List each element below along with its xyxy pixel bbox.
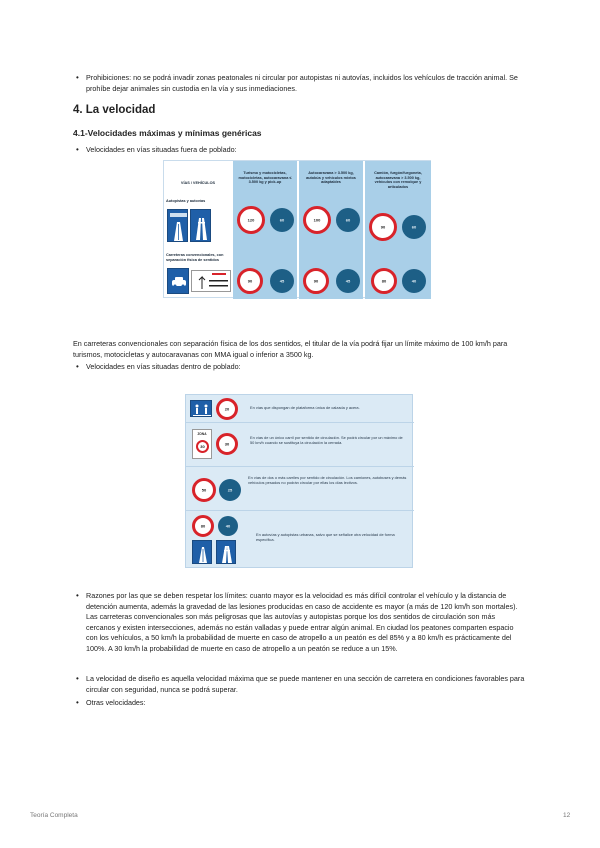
row-description: En vías de dos o más carriles por sentido de circulación. Los camiones, autobuses y demás vehículos pesados no podrán circular por ellas los días lectivos. — [248, 475, 407, 485]
speed-value: 45 — [345, 278, 351, 284]
bullet-prohibiciones: • Prohibiciones: no se podrá invadir zonas peatonales ni circular por autopistas ni autovías, incluidos los vehículos de tracción animal. Se prohíbe dejar animales sin custodia en la vía y sus inmediaciones. — [76, 73, 526, 94]
bullet-otras-velocidades: • Otras velocidades: — [76, 698, 526, 709]
speed-table-outside-town — [163, 160, 431, 298]
speed-table-inside-town — [185, 394, 413, 568]
autopista-sign-icon — [167, 209, 188, 242]
speed-limit-sign-max — [237, 206, 265, 234]
speed-value: 90 — [380, 224, 386, 230]
speed-value: 30 — [196, 440, 209, 453]
speed-value: 40 — [225, 523, 231, 529]
page-number: 12 — [563, 812, 571, 819]
speed-limit-sign-max — [303, 206, 331, 234]
speed-limit-sign-max — [237, 268, 263, 294]
speed-value: 80 — [381, 278, 387, 284]
bullet-outside-town: • Velocidades en vías situadas fuera de poblado: — [76, 145, 526, 156]
autovia-sign-icon — [216, 540, 236, 564]
speed-value: 60 — [345, 217, 351, 223]
speed-value: 30 — [224, 441, 230, 447]
zona-30-sign-icon — [192, 429, 212, 459]
speed-min-sign — [402, 215, 426, 239]
col-header-2: Autocaravana > 3.500 kg, autobús y vehículos mixtos adaptables — [306, 171, 356, 185]
separation-sign-icon — [191, 270, 231, 292]
speed-min-sign — [270, 208, 294, 232]
col-header-3: Camión, furgón/furgoneta, autocaravana > 3.500 kg, vehículos con remolque y articulados — [374, 171, 422, 189]
row-description: En vías que dispongan de plataforma única de calzada y acera. — [250, 405, 360, 410]
zona-label: ZONA — [197, 432, 207, 436]
speed-min-sign — [218, 516, 238, 536]
autovia-sign-icon — [190, 209, 211, 242]
col-header-1: Turismo y motocicletas, motocicletas, autocaravana ≤ 3.500 kg y pick-up — [238, 171, 292, 185]
speed-value: 20 — [224, 406, 230, 412]
speed-min-sign — [219, 479, 241, 501]
row-label-convencionales: Carreteras convencionales, con separación física de sentidos — [166, 253, 224, 262]
subsection-title: 4.1-Velocidades máximas y mínimas genéricas — [73, 128, 262, 138]
speed-min-sign — [270, 269, 294, 293]
speed-value: 40 — [411, 278, 417, 284]
speed-limit-sign-max — [192, 478, 216, 502]
speed-min-sign — [402, 269, 426, 293]
header-vias: VÍAS / VEHÍCULOS — [180, 181, 216, 185]
paragraph-convencionales: En carreteras convencionales con separación física de los dos sentidos, el titular de la vía podrá fijar un límite máximo de 100 km/h para turismos, motocicletas y autocaravanas con MMA igual o inferior a 3500 kg. — [73, 339, 508, 359]
pedestrian-zone-sign-icon — [190, 400, 212, 417]
speed-value: 80 — [200, 523, 206, 529]
speed-value: 120 — [247, 217, 255, 223]
speed-value: 25 — [227, 487, 233, 493]
section-title: 4. La velocidad — [73, 104, 156, 116]
row-description: En vías de un único carril por sentido de circulación. Se podrá circular por un máximo de 50 km/h cuando se sustituya la circulación la cerrada. — [250, 435, 403, 445]
speed-limit-sign-max — [216, 433, 238, 455]
speed-limit-sign-max — [192, 515, 214, 537]
speed-value: 100 — [313, 217, 321, 223]
speed-value: 50 — [201, 487, 207, 493]
speed-value: 90 — [247, 278, 253, 284]
speed-limit-sign-max — [303, 268, 329, 294]
speed-value: 45 — [279, 278, 285, 284]
bullet-razones: • Razones por las que se deben respetar los límites: cuanto mayor es la velocidad es más difícil controlar el vehículo y la distancia de detención aumenta, además la gravedad de las lesiones producidas en caso de accidente es mayor (a más de 120 km/h son mortales). Las carreteras convencionales son más peligrosas que las autovías y autopistas porque los dos sentidos de circulación son más cercanos y existen intersecciones, además no están valladas y puede entrar algún animal. En ciudad los peatones comparten espacio con los vehículos, a 50 km/h la probabilidad de muerte en caso de atropello a un peatón es del 85% y a 80 km/h es prácticamente del 100%. A 30 km/h la probabilidad de muerte en caso de atropello a un peatón se reduce a un 15%. — [76, 591, 526, 655]
speed-min-sign — [336, 208, 360, 232]
speed-limit-sign-max — [371, 268, 397, 294]
bullet-velocidad-diseno: • La velocidad de diseño es aquella velocidad máxima que se puede mantener en una sección de carretera en condiciones favorables para circular con seguridad, nunca se podrá superar. — [76, 674, 526, 695]
speed-value: 60 — [279, 217, 285, 223]
row-label-autopistas: Autopistas y autovías — [166, 199, 206, 203]
car-sign-icon — [167, 268, 189, 294]
row-description: En autovías y autopistas urbanas, salvo que se señalice otra velocidad de forma específica. — [256, 532, 395, 542]
speed-value: 90 — [313, 278, 319, 284]
bullet-inside-town: • Velocidades en vías situadas dentro de poblado: — [76, 362, 526, 373]
autopista-sign-icon — [192, 540, 212, 564]
footer-title: Teoría Completa — [30, 812, 78, 819]
speed-min-sign — [336, 269, 360, 293]
speed-limit-sign-max — [216, 398, 238, 420]
speed-limit-sign-max — [369, 213, 397, 241]
speed-value: 60 — [411, 224, 417, 230]
